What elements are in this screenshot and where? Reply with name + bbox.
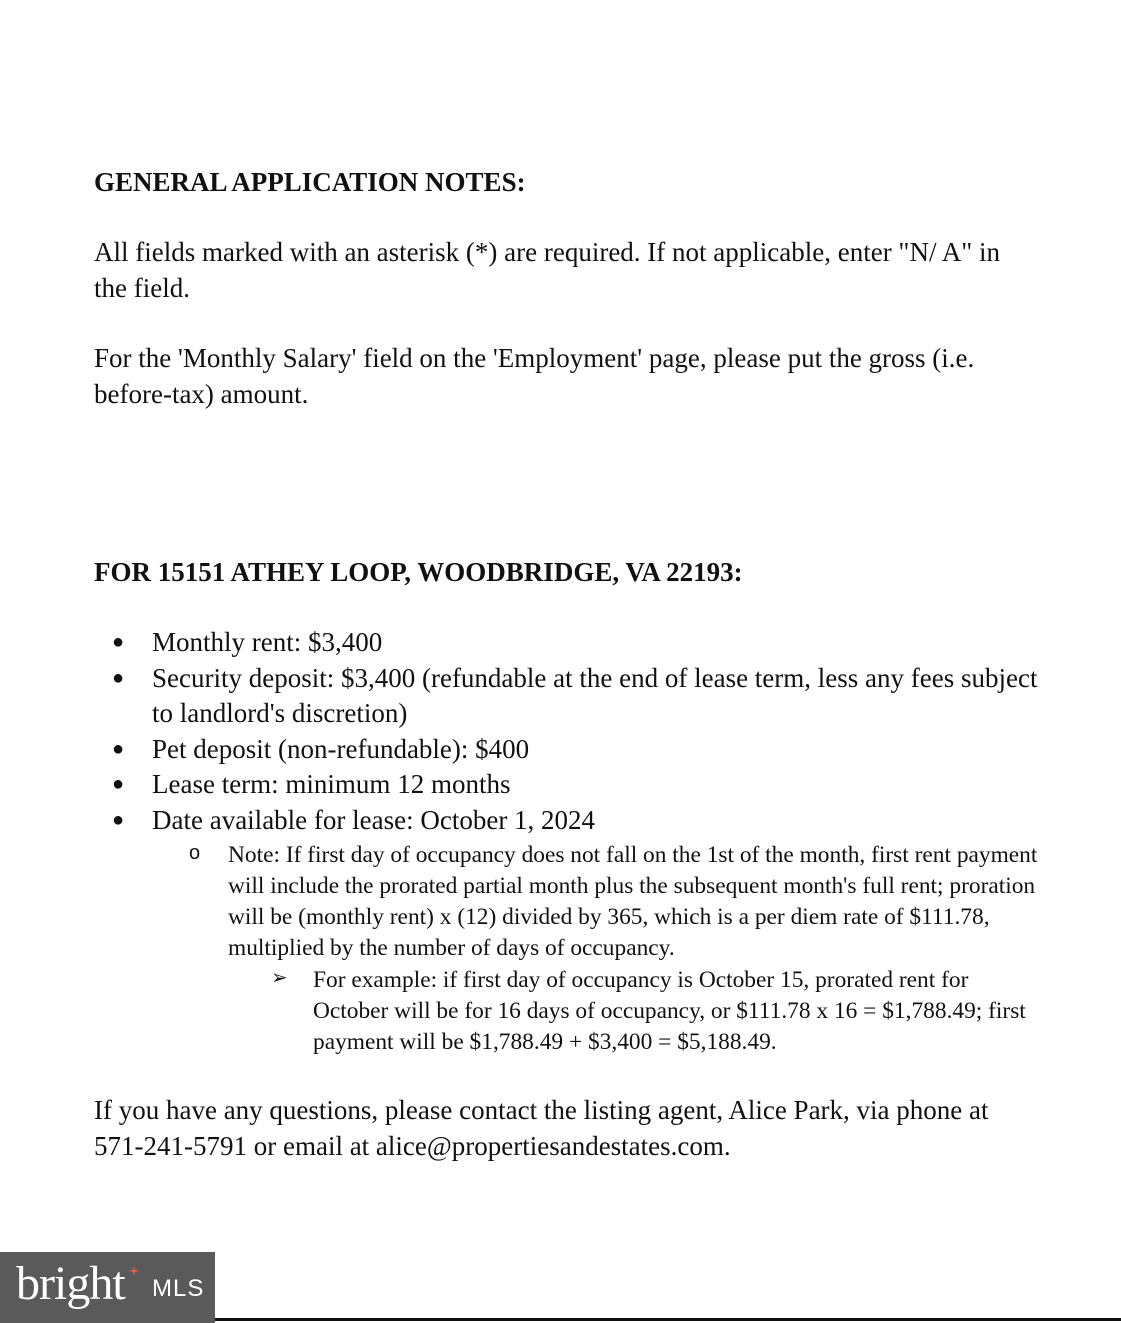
list-item-pet-deposit: ● Pet deposit (non-refundable): $400 bbox=[94, 732, 1054, 768]
list-item-date-available: ● Date available for lease: October 1, 2024 bbox=[94, 803, 1054, 839]
property-heading: FOR 15151 ATHEY LOOP, WOODBRIDGE, VA 22193: bbox=[94, 557, 743, 587]
list-item-monthly-rent: ● Monthly rent: $3,400 bbox=[94, 625, 1054, 661]
logo-wordmark: bright bbox=[16, 1257, 125, 1310]
list-item-lease-term: ● Lease term: minimum 12 months bbox=[94, 767, 1054, 803]
lease-terms-list bbox=[94, 625, 1054, 838]
logo-mls-text: MLS bbox=[152, 1275, 205, 1302]
proration-note: Note: If first day of occupancy does not fall on the 1st of the month, first rent payment will include the prorated partial month plus the subsequent month's full rent; proration will be (monthly rent) x (12) divided by 365, which is a per diem rate of $111.78, multiplied by the number of days of occupancy. bbox=[228, 842, 1038, 961]
list-item-security-deposit: ● Security deposit: $3,400 (refundable at the end of lease term, less any fees subject to landlord's discretion) bbox=[94, 661, 1054, 732]
bottom-divider bbox=[215, 1318, 1121, 1321]
required-fields-note: All fields marked with an asterisk (*) are required. If not applicable, enter "N/ A" in the field. bbox=[94, 237, 1000, 303]
spark-icon bbox=[129, 1266, 139, 1276]
contact-info: If you have any questions, please contact the listing agent, Alice Park, via phone at 571-241-5791 or email at alice@propertiesandestates.com. bbox=[94, 1095, 989, 1161]
general-notes-heading: GENERAL APPLICATION NOTES: bbox=[94, 167, 526, 197]
arrow-bullet-icon: ➢ bbox=[271, 965, 288, 989]
circle-bullet-icon: o bbox=[189, 842, 201, 864]
proration-example: For example: if first day of occupancy is October 15, prorated rent for October will be for 16 days of occupancy, or $111.78 x 16 = $1,788.49; first payment will be $1,788.49 + $3,400 = $5,188.49. bbox=[313, 967, 1026, 1055]
bright-mls-logo bbox=[0, 1252, 215, 1323]
monthly-salary-note: For the 'Monthly Salary' field on the 'Employment' page, please put the gross (i.e. before-tax) amount. bbox=[94, 343, 975, 409]
